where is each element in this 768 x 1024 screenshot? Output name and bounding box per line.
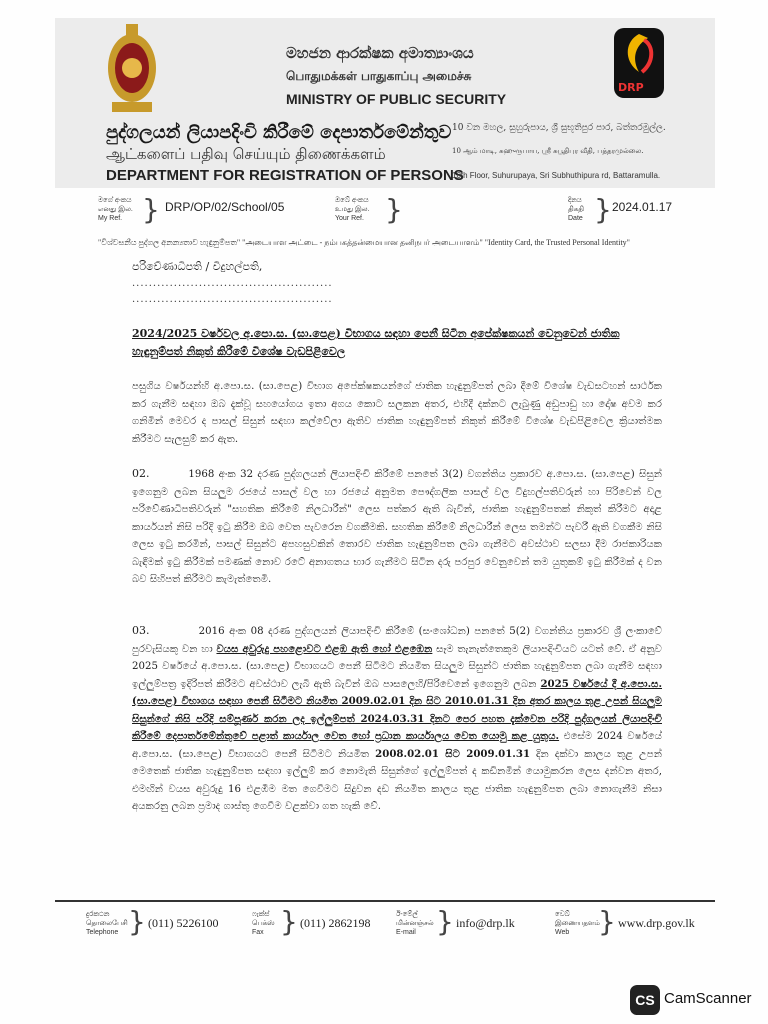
email-label: ඊ-මේල් மின்னஞ்சல் E-mail: [396, 911, 434, 936]
paragraph-3: [132, 622, 662, 816]
paragraph-3-text-g: දින දක්වා කාලය තුළ උපන් මෙතෙක් ජාතික හැඳුනුම්පත සඳහා ඉල්ලුම් කර නොමැති සිසුන්ගේ ඉල්ලුම්පත් ද කඩිනමින් යොමුකරන ලෙස දන්වන අතර, එමඟින් වයස අවුරුදු 16 එළඹීම මත ගෙවීමට සිදුවන දඩ නියමිත කාලය තුළ ජාතික හැඳුනුම්පත ලබා නොගැනීම නිසා අයකරනු ලබන ප්‍රමාද ගාස්තු ගෙවීම වළක්වා ගත හැකි වේ.: [132, 748, 662, 812]
sri-lanka-emblem-icon: [106, 20, 158, 118]
my-ref-value: DRP/OP/02/School/05: [165, 200, 285, 214]
paragraph-2-text: 1968 අංක 32 දරණ පුද්ගලයන් ලියාපදිංචි කිරීමේ පනතේ 3(2) වගන්තිය ප්‍රකාරව අ.පො.ස. (සා.පෙළ) සිසුන් ඉගෙනුම ලබන සියලුම රජයේ පාසල් වල හා රජයේ අනුමත පෞද්ගලික පාසල් වල විදුහල්පතිවරුන් හා පිරිවෙන් වල පරිවේණාධිපතිවරුන් "සහතික කිරීමේ නිලධාරීන්" ලෙස පත්කර ඇති බැවින්, ජාතික හැඳුනුම්පතක් නිකුත් කිරීමට අදාළ කාර්යයන් නිසි පරිදි ඉටු කිරීම ඔබ වෙත පැවරෙන වගකීමකි. සහතික කිරීමේ නිලධාරීන් ලෙස තමන්ට පැවරී ඇති වගකීම නිසි ලෙස ඉටු කරමින්, පාසල් සිසුන්ට අපහසුවකින් තොරව ජාතික හැඳුනුම්පත ලබා ගැනීමට අවස්ථාව සලසා දීම රාජකාරියක බැඳීමක් ඉටු කිරීමක් පමණක් නොව රටේ අනාගතය භාර ගැනීමට සිටින දරු පරපුර වෙනුවෙන් තම යුතුකම් ඉටු කිරීමක් ද වන බව සිහිපත් කිරීමට කැමැත්තෙමි.: [132, 469, 662, 585]
ministry-name-sinhala: මහජන ආරක්ෂක අමාත්‍යාංශය: [286, 44, 474, 62]
salutation: පරිවේණාධිපති / විදුහල්පති,: [132, 260, 263, 273]
web-brace: }: [598, 905, 616, 938]
addressee-blank-line: ................................................: [132, 294, 333, 305]
web-label: වෙබ් இணையதளம் Web: [555, 911, 600, 936]
telephone-label: දුරකථන தொலைபேசி Telephone: [86, 911, 128, 936]
department-name-english: DEPARTMENT FOR REGISTRATION OF PERSONS: [106, 167, 464, 184]
my-ref-brace: }: [142, 193, 160, 226]
paragraph-3-text-c: සෑම තැනැත්තෙකුම ලියාපදිංචියට යටත් වේ. ඒ අනුව 2025 වර්ෂයේ අ.පො.ස. (සා.පෙළ) විභාගයට පෙනී සිටීමට නියමිත සියලුම සිසුන්ට ජාතික හැඳුනුම්පත ලබා ගැනීම සඳහා ඉල්ලුම්පත්‍ර ඉදිරිපත් කිරීමට අවස්ථාව ලැබී ඇති බැවින් ඔබ පාසලෙහි/පිරිවෙනේ ඉගෙනුම ලබන: [132, 643, 662, 690]
addressee-blank-line: ................................................: [132, 278, 333, 289]
department-name-sinhala: පුද්ගලයන් ලියාපදිංචි කිරීමේ දෙපාර්තමේන්තුව: [106, 122, 452, 143]
paragraph-2: [132, 465, 662, 589]
paragraph-3-emphasis-age: වයස අවුරුදු පහළොවට එළඹ ඇති හෝ එළඹෙන: [216, 642, 433, 655]
paragraph-number: 03.: [132, 624, 150, 637]
email-brace: }: [436, 905, 454, 938]
letter-subject: 2024/2025 වර්ෂවල අ.පො.ස. (සා.පෙළ) විභාගය සඳහා පෙනී සිටින අපේක්ෂකයන් වෙනුවෙන් ජාතික හැඳුනුම්පත් නිකුත් කිරීමේ විශේෂ වැඩපිළිවෙල: [132, 327, 620, 358]
paragraph-3-emphasis-deadline: 2025 වර්ෂයේ දී අ.පො.ස. (සා.පෙළ) විභාගය සඳහා පෙනී සිටීමට නියමිත 2009.02.01 දින සිට 2010.01.31 දින අතර කාලය තුළ උපන් සියලුම සිසුන්ගේ නිසි පරිදි සම්පූර්ණ කරන ලද ඉල්ලුම්පත් 2024.03.31 දිනට පෙර පහත දැක්වෙන පරිදි පුද්ගලයන් ලියාපදිංචි කිරීමේ දෙපාර්තමේන්තුවේ පළාත් කාර්යාල වෙත හෝ ප්‍රධාන කාර්යාලය වෙත යොමු කළ යුතුය.: [132, 677, 662, 742]
footer-divider: [55, 900, 715, 902]
ministry-name-tamil: பொதுமக்கள் பாதுகாப்பு அமைச்சு: [286, 69, 472, 83]
fax-value: (011) 2862198: [300, 916, 371, 930]
address-tamil: 10 ஆம் மாடி, சுஹுருபாய, ஸ்ரீ சுபூதிபுர வீதி, பத்தரமுல்லை.: [452, 147, 644, 155]
email-value[interactable]: info@drp.lk: [456, 916, 515, 930]
camscanner-logo-icon: CS: [630, 985, 660, 1015]
drp-logo-label: DRP: [618, 81, 644, 94]
your-ref-label: ඔබේ අංකය உமது இல. Your Ref.: [335, 197, 370, 222]
ministry-name-english: MINISTRY OF PUBLIC SECURITY: [286, 91, 507, 107]
date-brace: }: [594, 193, 612, 226]
date-value: 2024.01.17: [612, 200, 673, 214]
my-ref-label: මගේ අංකය எனது இல. My Ref.: [98, 197, 133, 222]
your-ref-brace: }: [385, 193, 403, 226]
telephone-value: (011) 5226100: [148, 916, 219, 930]
address-english: 10th Floor, Suhurupaya, Sri Subhuthipura rd, Battaramulla.: [452, 171, 661, 180]
paragraph-3-text-e: එසේම 2024 වර්ෂයේ අ.පො.ස. (සා.පෙළ) විභාගයට පෙනී සිටීමට නියමිත: [132, 731, 663, 760]
paragraph-3-text-a: 2016 අංක 08 දරණ පුද්ගලයන් ලියාපදිංචි කිරීමේ (සංශෝධන) පනතේ 5(2) වගන්තිය ප්‍රකාරව ශ්‍රී ලංකාවේ පුරවැසියකු වන හා: [132, 626, 663, 655]
camscanner-label: CamScanner: [664, 990, 752, 1007]
web-value[interactable]: www.drp.gov.lk: [618, 916, 695, 930]
fax-label: ෆැක්ස් பெக்ஸ் Fax: [252, 911, 275, 936]
fax-brace: }: [280, 905, 298, 938]
drp-logo-icon: [614, 28, 664, 98]
address-sinhala: 10 වන මහල, සුහුරුපාය, ශ්‍රී සුභූතිපුර පාර, බත්තරමුල්ල.: [452, 123, 666, 133]
telephone-brace: }: [128, 905, 146, 938]
paragraph-3-emphasis-dates: 2008.02.01 සිට 2009.01.31: [375, 747, 531, 760]
date-label: දිනය திகதி Date: [568, 197, 584, 222]
paragraph-1: පසුගිය වර්ෂයන්හි අ.පො.ස. (සා.පෙළ) විභාග අපේක්ෂකයන්ගේ ජාතික හැඳුනුම්පත් ලබා දීමේ විශේෂ වැඩසටහන් සාර්ථක කර ගැනීම සඳහා ඔබ දැක්වූ සහයෝගය ඉතා අගය කොට සලකන අතර, එහිදී දක්නට ලැබුණු අඩුපාඩු හා දෝෂ අවම කර ගනිමින් මෙවර ද පාසල් සිසුන් සඳහා කල්වේලා ඇතිව ජාතික හැඳුනුම්පත් නිකුත් කිරීමේ විශේෂ වැඩපිළිවෙල ක්‍රියාත්මක කිරීමට සැලසුම් කර ඇත.: [132, 381, 662, 445]
motto-line: "විශ්වසනීය පුද්ගල අනන්‍යතාව හැඳුනුම්පත" "அடையாள அட்டை - நம்பகத்தன்மையான தனிநபர் அடையாளம்" "Identity Card, the Trusted Personal Identity": [98, 238, 630, 247]
department-name-tamil: ஆட்களைப் பதிவு செய்யும் திணைக்களம்: [106, 145, 386, 163]
paragraph-number: 02.: [132, 467, 150, 480]
